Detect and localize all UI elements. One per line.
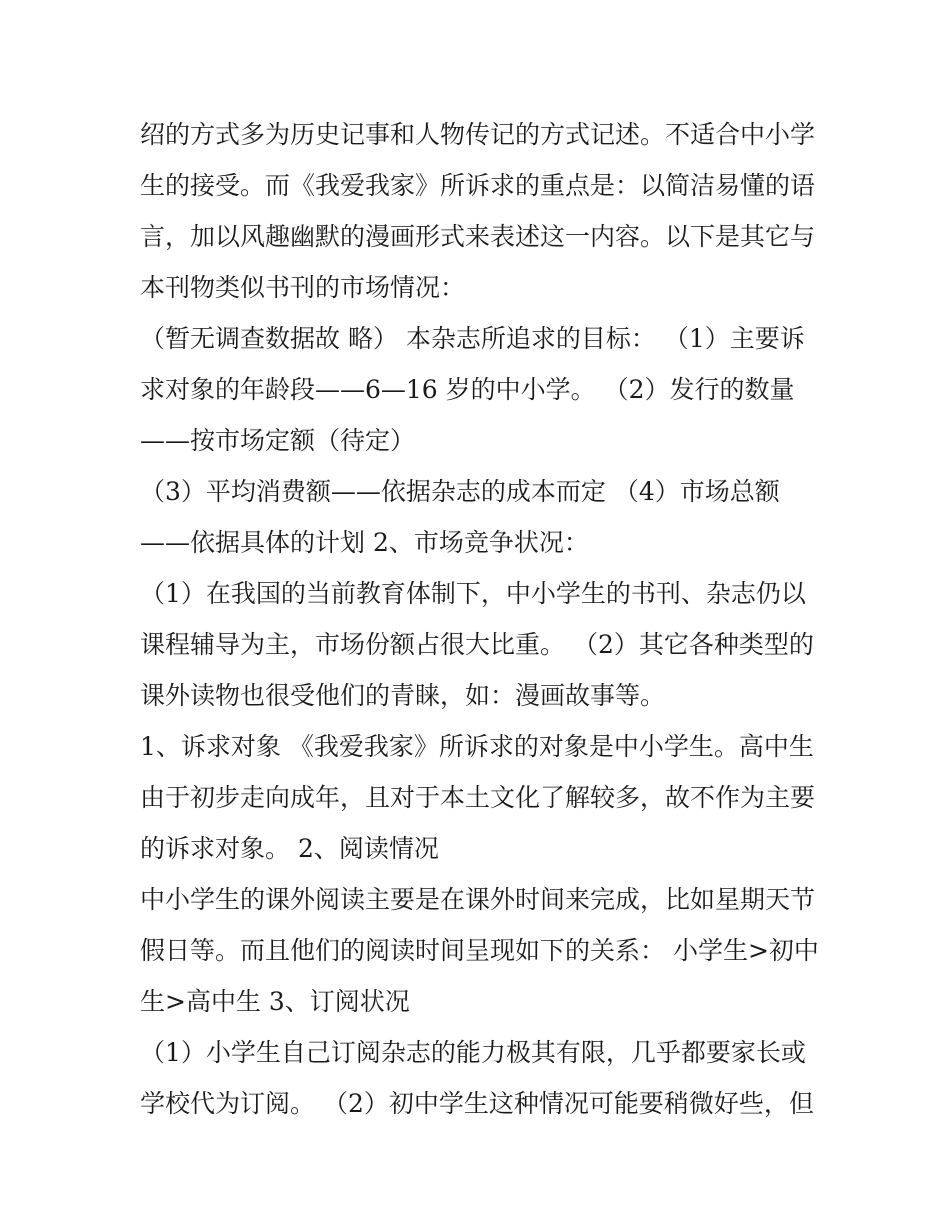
text-line: 绍的方式多为历史记事和人物传记的方式记述。不适合中小学 [140,120,816,149]
text-line: 本刊物类似书刊的市场情况： [140,273,466,302]
text-line: ——按市场定额（待定） [140,426,416,455]
text-line: （1）在我国的当前教育体制下，中小学生的书刊、杂志仍以 [140,579,806,608]
text-line: （暂无调查数据故 略） 本杂志所追求的目标： （1）主要诉 [140,324,805,353]
text-line: 中小学生的课外阅读主要是在课外时间来完成，比如星期天节 [140,885,816,914]
text-line: 生>高中生 3、订阅状况 [140,987,410,1016]
text-line: 学校代为订阅。 （2）初中学生这种情况可能要稍微好些，但 [140,1089,814,1118]
text-line: 由于初步走向成年，且对于本土文化了解较多，故不作为主要 [140,783,816,812]
text-line: 生的接受。而《我爱我家》所诉求的重点是：以简洁易懂的语 [140,171,816,200]
text-line: 1、诉求对象 《我爱我家》所诉求的对象是中小学生。高中生 [140,732,814,761]
text-line: （1）小学生自己订阅杂志的能力极其有限，几乎都要家长或 [140,1038,806,1067]
text-line: （3）平均消费额——依据杂志的成本而定 （4）市场总额 [140,477,780,506]
text-line: 求对象的年龄段——6—16 岁的中小学。 （2）发行的数量 [140,375,795,404]
text-line: 课外读物也很受他们的青睐，如：漫画故事等。 [140,681,666,710]
text-line: 的诉求对象。 2、阅读情况 [140,834,439,863]
text-line: 假日等。而且他们的阅读时间呈现如下的关系： 小学生>初中 [140,936,819,965]
body-text [140,109,820,1129]
text-line: 课程辅导为主，市场份额占很大比重。 （2）其它各种类型的 [140,630,814,659]
text-line: 言，加以风趣幽默的漫画形式来表述这一内容。以下是其它与 [140,222,816,251]
text-line: ——依据具体的计划 2、市场竞争状况： [140,528,589,557]
